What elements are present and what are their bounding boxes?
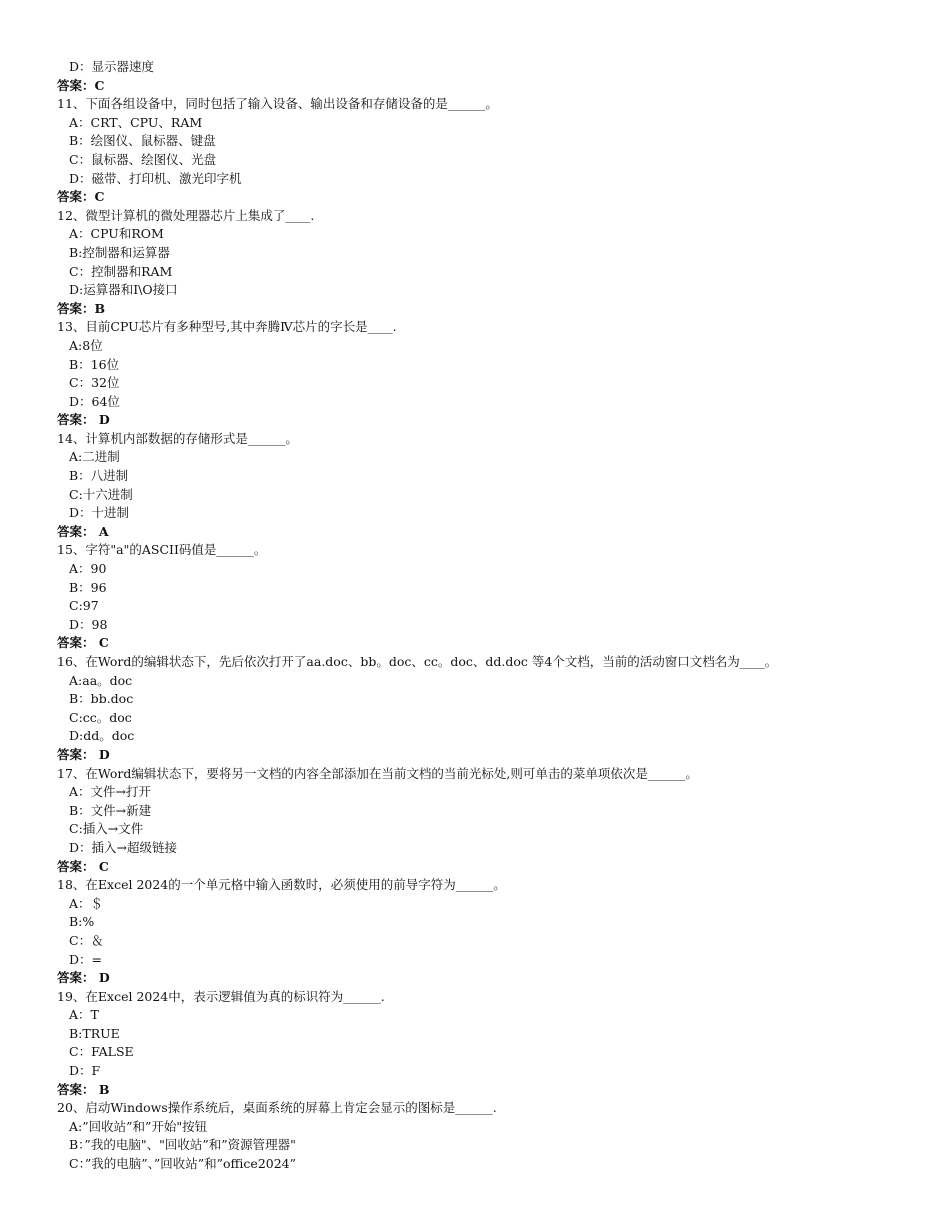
answer-key: 答案： D bbox=[57, 970, 110, 986]
answer-key: 答案： D bbox=[57, 746, 110, 762]
answer-option: B：文件→新建 bbox=[69, 802, 152, 818]
answer-key: 答案：C bbox=[57, 189, 105, 205]
answer-option: C：＆ bbox=[69, 932, 104, 948]
question-text: 13、目前CPU芯片有多种型号,其中奔腾Ⅳ芯片的字长是____. bbox=[57, 319, 397, 335]
answer-option: B：16位 bbox=[69, 356, 120, 372]
answer-option: C:插入→文件 bbox=[69, 821, 144, 837]
answer-option: A:”回收站”和”开始"按钮 bbox=[69, 1118, 208, 1134]
answer-key: 答案： D bbox=[57, 412, 110, 428]
answer-option: D：F bbox=[69, 1063, 101, 1079]
answer-option: C:cc。doc bbox=[69, 709, 132, 725]
answer-option: A:二进制 bbox=[69, 449, 120, 465]
answer-option: C：FALSE bbox=[69, 1044, 134, 1060]
answer-option: D：= bbox=[69, 951, 102, 967]
answer-option: D：插入→超级链接 bbox=[69, 839, 177, 855]
answer-option: D：64位 bbox=[69, 393, 120, 409]
answer-option: C:97 bbox=[69, 598, 99, 614]
answer-option: B:TRUE bbox=[69, 1025, 120, 1041]
question-text: 12、微型计算机的微处理器芯片上集成了____. bbox=[57, 207, 315, 223]
answer-key: 答案： C bbox=[57, 635, 109, 651]
question-text: 14、计算机内部数据的存储形式是______。 bbox=[57, 430, 298, 446]
answer-option: C：”我的电脑”、”回收站”和”office2024” bbox=[69, 1156, 297, 1172]
answer-option: D：98 bbox=[69, 616, 108, 632]
answer-option: C:十六进制 bbox=[69, 486, 133, 502]
answer-option: D：十进制 bbox=[69, 505, 130, 521]
answer-option: A：90 bbox=[69, 561, 107, 577]
answer-option: D：显示器速度 bbox=[69, 59, 155, 74]
question-text: 11、下面各组设备中，同时包括了输入设备、输出设备和存储设备的是______。 bbox=[57, 96, 498, 112]
question-text: 17、在Word编辑状态下，要将另一文档的内容全部添加在当前文档的当前光标处,则可单击的菜单项依次是______。 bbox=[57, 765, 698, 781]
document-page bbox=[57, 58, 917, 1174]
answer-option: B：96 bbox=[69, 579, 107, 595]
answer-option: B：”我的电脑"、"回收站”和”资源管理器" bbox=[69, 1137, 296, 1153]
answer-key: 答案：C bbox=[57, 77, 105, 93]
answer-option: A：文件→打开 bbox=[69, 784, 152, 800]
question-text: 20、启动Windows操作系统后，桌面系统的屏幕上肯定会显示的图标是______. bbox=[57, 1100, 497, 1116]
answer-option: A：CRT、CPU、RAM bbox=[69, 114, 203, 130]
question-text: 18、在Excel 2024的一个单元格中输入函数时，必须使用的前导字符为______。 bbox=[57, 877, 506, 893]
question-text: 15、字符"a"的ASCII码值是______。 bbox=[57, 542, 267, 558]
answer-option: B：bb.doc bbox=[69, 691, 134, 707]
answer-key: 答案： A bbox=[57, 523, 109, 539]
answer-option: A：T bbox=[69, 1007, 99, 1023]
answer-option: D:dd。doc bbox=[69, 728, 135, 744]
answer-key: 答案： C bbox=[57, 858, 109, 874]
question-text: 19、在Excel 2024中，表示逻辑值为真的标识符为______. bbox=[57, 988, 385, 1004]
answer-key: 答案：B bbox=[57, 300, 106, 316]
answer-option: A:8位 bbox=[69, 337, 103, 353]
answer-option: A：CPU和ROM bbox=[69, 226, 164, 242]
answer-option: D：磁带、打印机、激光印字机 bbox=[69, 170, 242, 186]
answer-option: A：＄ bbox=[69, 895, 104, 911]
answer-option: C：控制器和RAM bbox=[69, 263, 173, 279]
answer-option: B：绘图仪、鼠标器、键盘 bbox=[69, 133, 216, 149]
answer-option: B:% bbox=[69, 914, 95, 930]
answer-option: A:aa。doc bbox=[69, 672, 133, 688]
answer-key: 答案： B bbox=[57, 1081, 110, 1097]
answer-option: B:控制器和运算器 bbox=[69, 244, 170, 260]
answer-option: D:运算器和I\O接口 bbox=[69, 282, 178, 298]
answer-option: C：32位 bbox=[69, 375, 120, 391]
question-text: 16、在Word的编辑状态下，先后依次打开了aa.doc、bb。doc、cc。doc、dd.doc 等4个文档，当前的活动窗口文档名为____。 bbox=[57, 654, 778, 669]
answer-option: C：鼠标器、绘图仪、光盘 bbox=[69, 151, 217, 167]
answer-option: B：八进制 bbox=[69, 468, 129, 484]
